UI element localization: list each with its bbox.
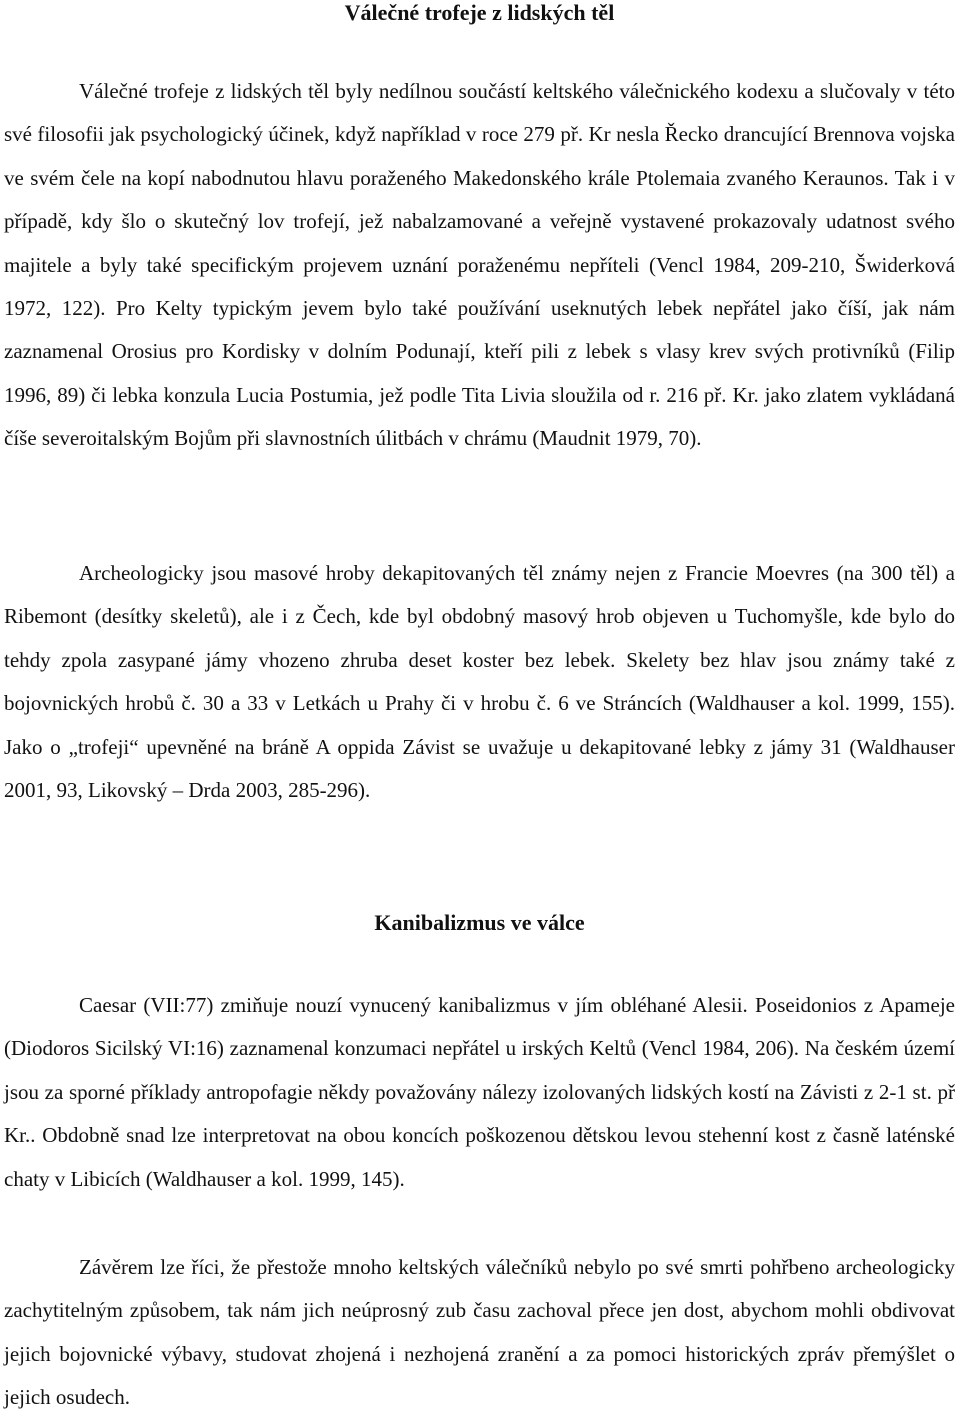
paragraph-conclusion: Závěrem lze říci, že přestože mnoho keltských válečníků nebylo po své smrti pohřbeno archeologicky zachytitelným způsobem, tak nám jich neúprosný zub času zachoval přece jen dost, abychom mohli obdivovat jejich bojovnické výbavy, studovat zhojená i nezhojená zranění a za pomoci historických zpráv přemýšlet o jejich osudech. [4,1255,955,1410]
paragraph-cannibalism-1: Caesar (VII:77) zmiňuje nouzí vynucený kanibalizmus v jím obléhané Alesii. Poseidonios z Apameje (Diodoros Sicilský VI:16) zaznamenal konzumaci nepřátel u irských Keltů (Vencl 1984, 206). Na českém území jsou za sporné příklady antropofagie někdy považovány nálezy izolovaných lidských kostí na Závisti z 2-1 st. př Kr.. Obdobně snad lze interpretovat na obou koncích poškozenou dětskou levou stehenní kost z časně laténské chaty v Libicích (Waldhauser a kol. 1999, 145). [4,993,955,1191]
paragraph-trophies-2: Archeologicky jsou masové hroby dekapitovaných těl známy nejen z Francie Moevres (na 300 těl) a Ribemont (desítky skeletů), ale i z Čech, kde byl obdobný masový hrob objeven u Tuchomyšle, kde bylo do tehdy zpola zasypané jámy vhozeno zhruba deset koster bez lebek. Skelety bez hlav jsou známy také z bojovnických hrobů č. 30 a 33 v Letkách u Prahy či v hrobu č. 6 ve Stráncích (Waldhauser a kol. 1999, 155). Jako o „trofeji“ upevněné na bráně A oppida Závist se uvažuje u dekapitované lebky z jámy 31 (Waldhauser 2001, 93, Likovský – Drda 2003, 285-296). [4,561,955,803]
section-heading-cannibalism: Kanibalizmus ve válce [374,910,585,935]
paragraph-trophies-1: Válečné trofeje z lidských těl byly nedílnou součástí keltského válečnického kodexu a slučovaly v této své filosofii jak psychologický účinek, když například v roce 279 př. Kr nesla Řecko drancující Brennova vojska ve svém čele na kopí nabodnutou hlavu poraženého Makedonského krále Ptolemaia zvaného Keraunos. Tak i v případě, kdy šlo o skutečný lov trofejí, jež nabalzamované a veřejně vystavené prokazovaly udatnost svého majitele a byly také specifickým projevem uznání poraženému nepříteli (Vencl 1984, 209-210, Šwiderková 1972, 122). Pro Kelty typickým jevem bylo také používání useknutých lebek nepřátel jako číší, jak nám zaznamenal Orosius pro Kordisky v dolním Podunají, kteří pili z lebek s vlasy krev svých protivníků (Filip 1996, 89) či lebka konzula Lucia Postumia, jež podle Tita Livia sloužila od r. 216 př. Kr. jako zlatem vykládaná číše severoitalským Bojům při slavnostních úlitbách v chrámu (Maudnit 1979, 70). [4,79,955,451]
document-title: Válečné trofeje z lidských těl [344,0,615,25]
